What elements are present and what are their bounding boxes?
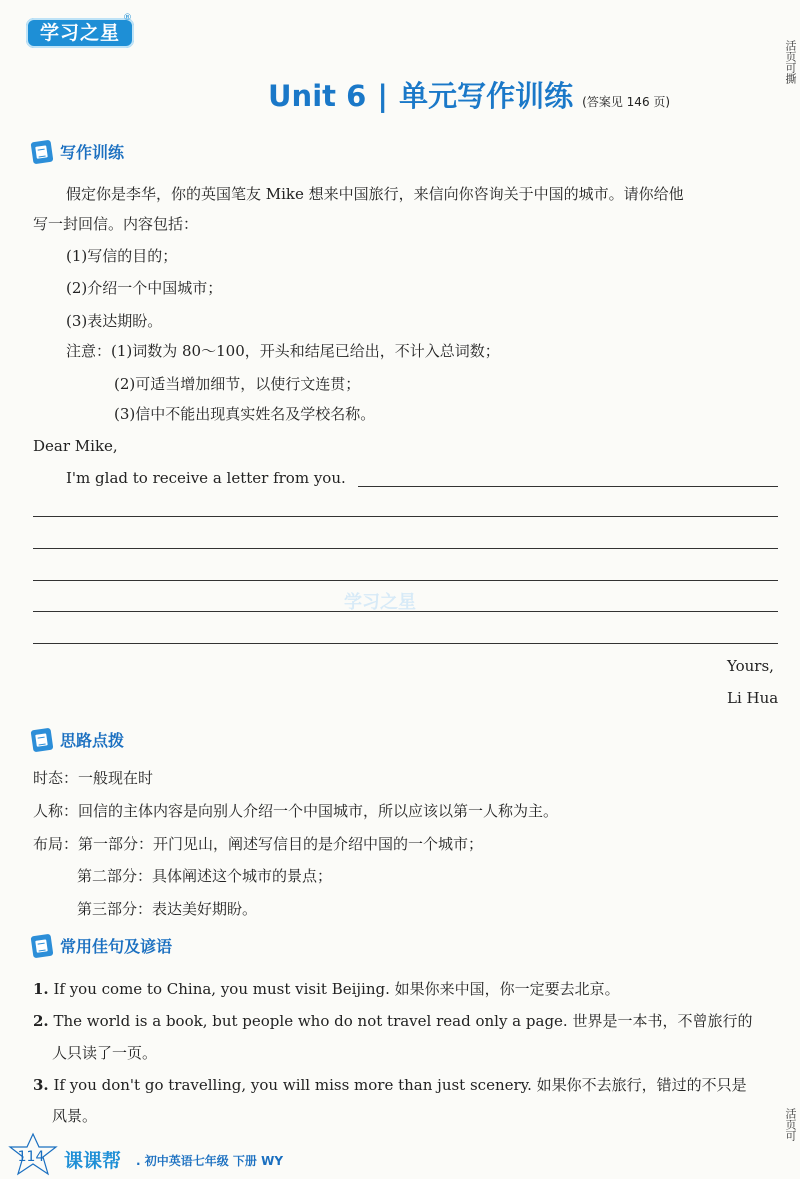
tips-line-tense: 时态：一般现在时 <box>33 769 154 787</box>
salutation: Dear Mike, <box>33 437 118 455</box>
sentence-text: If you don't go travelling, you will miss more than just scenery. 如果你不去旅行，错过的不只是 <box>53 1076 747 1094</box>
section-sentences-head <box>32 934 172 957</box>
watermark: 学习之星 <box>344 592 416 613</box>
section-sentences-title: 常用佳句及谚语 <box>60 937 173 956</box>
sentence-number: 1. <box>33 980 49 998</box>
tips-line-layout-2: 第二部分：具体阐述这个城市的景点； <box>77 867 333 885</box>
sentence-3 <box>33 1075 747 1095</box>
writing-line[interactable] <box>33 548 778 549</box>
title-text: 单元写作训练 <box>399 79 574 113</box>
content-item-2: (2)介绍一个中国城市； <box>66 279 223 297</box>
sentence-2 <box>33 1011 752 1031</box>
prompt-line-2: 写一封回信。内容包括： <box>33 215 199 233</box>
writing-line[interactable] <box>33 643 778 644</box>
footer-book-title: . 初中英语七年级 下册 WY <box>136 1154 284 1168</box>
content-item-1: (1)写信的目的； <box>66 247 178 265</box>
content-item-3: (3)表达期盼。 <box>66 312 163 330</box>
notebook-icon <box>31 139 54 164</box>
writing-line[interactable] <box>358 486 778 487</box>
prompt-line-1: 假定你是李华，你的英国笔友 Mike 想来中国旅行，来信向你咨询关于中国的城市。请你给他 <box>66 185 684 203</box>
tips-line-layout-3: 第三部分：表达美好期盼。 <box>77 900 258 918</box>
section-writing-head <box>32 140 124 163</box>
tips-line-person: 人称：回信的主体内容是向别人介绍一个中国城市，所以应该以第一人称为主。 <box>33 802 559 820</box>
notebook-icon <box>31 933 54 958</box>
side-text-top: 活页可撕 <box>784 40 797 84</box>
footer-brand: 课课帮 <box>64 1150 122 1172</box>
letter-signature: Li Hua <box>727 689 779 707</box>
page-number: 114 <box>17 1149 45 1165</box>
sentence-number: 2. <box>33 1012 49 1030</box>
sentence-text: The world is a book, but people who do not travel read only a page. 世界是一本书，不曾旅行的 <box>53 1012 753 1030</box>
section-tips-head <box>32 728 124 751</box>
letter-closing: Yours, <box>727 657 774 675</box>
answer-note: (答案见 146 页) <box>582 95 671 109</box>
tips-line-layout-1: 布局：第一部分：开门见山，阐述写信目的是介绍中国的一个城市； <box>33 835 484 853</box>
section-writing-title: 写作训练 <box>60 143 125 162</box>
note-2: (2)可适当增加细节，以使行文连贯； <box>114 375 361 393</box>
sentence-number: 3. <box>33 1076 49 1094</box>
sentence-1 <box>33 979 620 999</box>
section-tips-title: 思路点拨 <box>60 731 125 750</box>
title-divider: | <box>377 79 388 113</box>
side-text-bottom: 活页可 <box>784 1108 797 1141</box>
registered-mark: ® <box>123 13 132 23</box>
sentence-text: If you come to China, you must visit Beijing. 如果你来中国，你一定要去北京。 <box>53 980 620 998</box>
publisher-logo: 学习之星 <box>26 18 134 48</box>
writing-line[interactable] <box>33 580 778 581</box>
notebook-icon <box>31 727 54 752</box>
note-1: 注意：(1)词数为 80～100，开头和结尾已给出，不计入总词数； <box>66 342 500 360</box>
unit-label: Unit 6 <box>268 79 367 113</box>
letter-opening: I'm glad to receive a letter from you. <box>66 469 346 487</box>
writing-line[interactable] <box>33 516 778 517</box>
sentence-2-cont: 人只读了一页。 <box>52 1044 158 1062</box>
note-3: (3)信中不能出现真实姓名及学校名称。 <box>114 405 376 423</box>
sentence-3-cont: 风景。 <box>52 1107 98 1125</box>
page-title <box>268 74 670 115</box>
